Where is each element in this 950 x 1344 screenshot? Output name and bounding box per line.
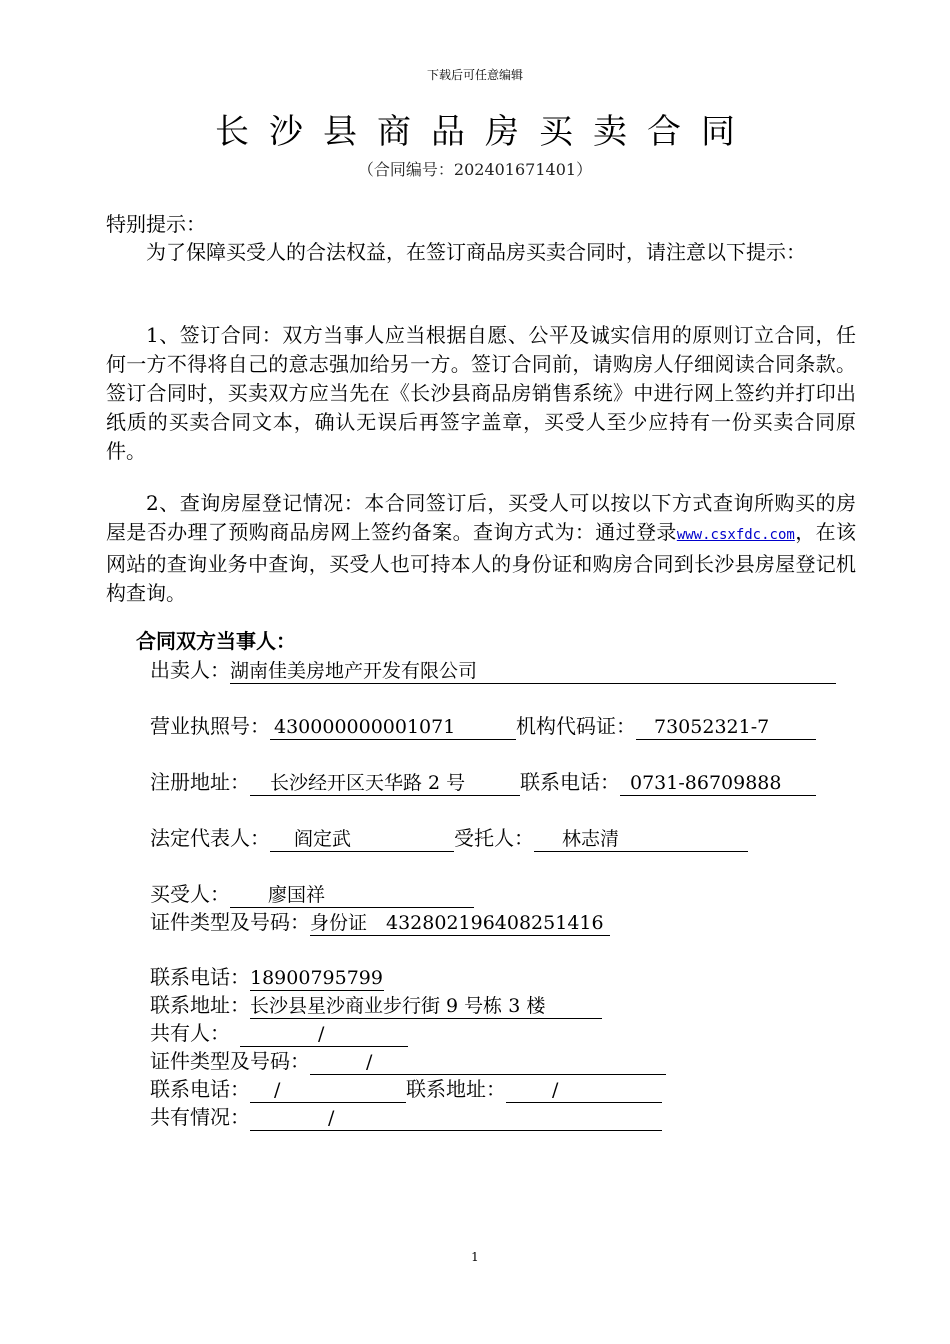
buyer-id-value: 身份证 432802196408251416 — [310, 912, 604, 934]
agent-field — [534, 827, 748, 852]
legal-rep-label: 法定代表人： — [150, 826, 270, 850]
co-address-label: 联系地址： — [406, 1077, 506, 1101]
co-address-field — [506, 1078, 662, 1103]
co-id-field — [310, 1050, 666, 1075]
header-note: 下载后可任意编辑 — [426, 68, 523, 82]
buyer-phone-field — [250, 966, 384, 991]
legal-rep-value: 阎定武 — [294, 828, 352, 850]
notice-item-2 — [106, 489, 856, 608]
seller-label: 出卖人： — [150, 658, 230, 682]
page-number: 1 — [471, 1250, 479, 1264]
seller-row — [150, 656, 836, 684]
license-label: 营业执照号： — [150, 714, 270, 738]
license-row — [150, 712, 816, 740]
agent-value: 林志清 — [562, 828, 620, 850]
notice-item-1-text: 1、签订合同：双方当事人应当根据自愿、公平及诚实信用的原则订立合同，任何一方不得将自己的意志强加给另一方。签订合同前，请购房人仔细阅读合同条款。签订合同时，买卖双方应当先在《长沙县商品房销售系统》中进行网上签约并打印出纸质的买卖合同文本，确认无误后再签字盖章，买受人至少应持有一份买卖合同原件。 — [106, 323, 856, 463]
phone-value: 0731-86709888 — [630, 772, 782, 794]
buyer-phone-row — [150, 963, 384, 991]
co-owner-field — [240, 1022, 408, 1047]
buyer-field — [230, 883, 474, 908]
notice-item-1 — [106, 321, 856, 466]
parties-heading: 合同双方当事人： — [136, 629, 296, 653]
seller-value: 湖南佳美房地产开发有限公司 — [230, 660, 478, 682]
co-contact-row — [150, 1075, 662, 1103]
co-phone-label: 联系电话： — [150, 1077, 250, 1101]
buyer-id-row — [150, 908, 610, 936]
co-owner-row — [150, 1019, 408, 1047]
org-code-field — [636, 715, 816, 740]
agent-label: 受托人： — [454, 826, 534, 850]
co-address-value: / — [552, 1079, 559, 1101]
contract-number: （合同编号：202401671401） — [357, 160, 593, 179]
legal-rep-field — [270, 827, 454, 852]
co-owner-value: / — [318, 1023, 325, 1045]
address-row — [150, 768, 816, 796]
co-share-value: / — [328, 1107, 335, 1129]
notice-item-2-text-a: 2、查询房屋登记情况：本合同签订后，买受人可以按以下方式查询所购买的房屋是否办理了预购商品房网上签约备案。查询方式为：通过登录 — [106, 491, 856, 544]
co-share-field — [250, 1106, 662, 1131]
website-link[interactable]: www.csxfdc.com — [676, 527, 795, 543]
notice-heading: 特别提示： — [106, 212, 206, 236]
buyer-label: 买受人： — [150, 882, 230, 906]
document-title: 长沙县商品房买卖合同 — [215, 112, 755, 152]
buyer-phone-value: 18900795799 — [250, 967, 383, 989]
notice-item-2-text-b: ，在该网站的查询业务中查询，买受人也可持本人的身份证和购房合同到长沙县房屋登记机构查询。 — [106, 520, 857, 605]
buyer-row — [150, 880, 474, 908]
buyer-id-field — [310, 911, 610, 936]
co-owner-label: 共有人： — [150, 1021, 230, 1045]
buyer-address-value: 长沙县星沙商业步行街 9 号栋 3 楼 — [250, 995, 546, 1017]
buyer-id-label: 证件类型及号码： — [150, 910, 310, 934]
legal-rep-row — [150, 824, 748, 852]
buyer-phone-label: 联系电话： — [150, 965, 250, 989]
org-code-label: 机构代码证： — [516, 714, 636, 738]
license-value: 430000000001071 — [274, 716, 456, 738]
address-value: 长沙经开区天华路 2 号 — [270, 772, 466, 794]
buyer-address-field — [250, 994, 602, 1019]
co-id-label: 证件类型及号码： — [150, 1049, 310, 1073]
address-field — [250, 771, 520, 796]
co-id-value: / — [366, 1051, 373, 1073]
co-id-row — [150, 1047, 666, 1075]
license-field — [270, 715, 516, 740]
address-label: 注册地址： — [150, 770, 250, 794]
phone-field — [620, 771, 816, 796]
co-phone-field — [250, 1078, 406, 1103]
co-share-row — [150, 1103, 662, 1131]
buyer-address-label: 联系地址： — [150, 993, 250, 1017]
seller-field — [230, 659, 836, 684]
buyer-address-row — [150, 991, 602, 1019]
co-share-label: 共有情况： — [150, 1105, 250, 1129]
notice-intro — [106, 238, 856, 267]
notice-intro-text: 为了保障买受人的合法权益，在签订商品房买卖合同时，请注意以下提示： — [146, 240, 806, 264]
co-phone-value: / — [274, 1079, 281, 1101]
phone-label: 联系电话： — [520, 770, 620, 794]
org-code-value: 73052321-7 — [654, 716, 770, 738]
buyer-value: 廖国祥 — [268, 884, 326, 906]
